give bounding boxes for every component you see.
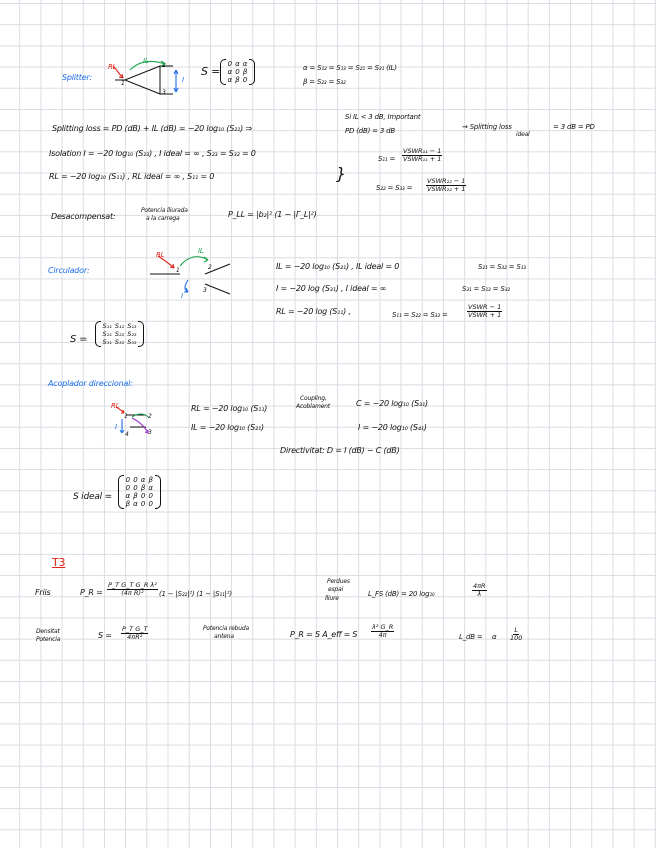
s11-fraction: VSWR₁₁ − 1 VSWR₁₁ + 1 [403, 147, 442, 163]
acoplador-matrix-row [124, 500, 155, 508]
splitting-result-value: = 3 dB = PD [553, 123, 595, 131]
splitter-beta-eq: β = S₂₃ = S₃₂ [303, 78, 346, 86]
coupling-note-1: Coupling, [300, 395, 327, 402]
directivitat-eq: Directivitat: D = I (dB) − C (dB) [280, 446, 400, 455]
loss-eq: L_dB = [459, 633, 483, 641]
splitting-result-ideal: ideal [516, 131, 530, 138]
acoplador-rl-eq: RL = −20 log₁₀ (S₁₁) [191, 404, 268, 413]
circulador-matrix-cell: S₁₃ [127, 322, 137, 330]
circulador-i-label: I [181, 292, 183, 300]
acoplador-i-label: I [115, 423, 117, 431]
acoplador-port-1: 1 [124, 413, 128, 420]
acoplador-matrix-cell: α [133, 500, 138, 508]
splitter-matrix-cell: β [242, 68, 248, 76]
splitter-matrix-cell: 0 [227, 60, 233, 68]
splitter-matrix-cell: α [235, 60, 240, 68]
perdues-note-2: espai [328, 586, 343, 593]
splitter-diagram [105, 58, 195, 100]
acoplador-matrix-cell: 0 [140, 492, 146, 500]
pr-aeff-eq: P_R = S A_eff = S [290, 630, 358, 639]
acoplador-port-3: 3 [148, 429, 152, 436]
circulador-rl-eq: RL = −20 log (S₁₁) , [276, 307, 351, 316]
acoplador-c-eq: C = −20 log₁₀ (S₃₁) [356, 399, 428, 408]
friis-fraction: $\frac{\text{P\_T G\_T G\_R λ²}}{\text{(4π R)²}}$ [108, 581, 157, 597]
splitter-matrix-row [226, 76, 249, 84]
circulador-matrix-row [101, 330, 138, 338]
acoplador-matrix-cell: α [125, 492, 131, 500]
loss-prefix: α [492, 633, 497, 641]
splitting-result-arrow: ⇝ Splitting loss [462, 123, 512, 131]
splitter-port-3: 3 [162, 89, 166, 96]
circulador-il-eq: IL = −20 log₁₀ (S₂₁) , IL ideal = 0 [276, 262, 400, 271]
circulador-matrix-cell: S₂₁ [102, 330, 112, 338]
circulador-label: Circulador: [48, 266, 90, 275]
circulador-i-eq: I = −20 log (S₃₁) , I ideal = ∞ [276, 284, 387, 293]
splitter-i-label: I [182, 76, 184, 84]
perdues-note-3: lliure [325, 595, 339, 602]
circulador-matrix-row [101, 322, 138, 330]
s22-eq: S₂₂ = S₃₃ = [376, 184, 413, 192]
splitter-matrix-cell: α [227, 76, 233, 84]
losses-brace: } [336, 164, 346, 183]
splitter-port-1: 1 [121, 80, 125, 87]
circulador-i-rel: S₃₁ = S₁₃ = S₃₂ [462, 285, 510, 293]
desacompensat-eq: P_LL = |b₂|² (1 − |Γ_L|²) [228, 210, 317, 219]
isolation-eq: Isolation I = −20 log₁₀ (S₂₃) , I ideal = ∞ , S₂₃ = S₃₂ = 0 [49, 149, 256, 158]
acoplador-matrix-cell: 0 [133, 484, 138, 492]
splitter-matrix-row [226, 68, 249, 76]
acoplador-matrix-cell: 0 [148, 500, 153, 508]
splitter-alpha-eq: α = S₁₂ = S₁₃ = S₂₁ = S₃₁ (IL) [303, 64, 397, 72]
acoplador-matrix-cell: 0 [125, 476, 131, 484]
acoplador-matrix-cell: β [140, 484, 146, 492]
acoplador-matrix-cell: α [140, 476, 146, 484]
splitter-matrix-cell: α [227, 68, 233, 76]
acoplador-matrix-cell: 0 [133, 476, 138, 484]
pr-aeff-fraction: $\frac{\text{λ² G\_R}}{4\pi}$ [372, 623, 394, 639]
acoplador-matrix-cell: 0 [140, 500, 146, 508]
circulador-rl-rel: S₁₁ = S₂₂ = S₃₃ = [392, 311, 448, 319]
acoplador-diagram [110, 405, 160, 439]
acoplador-matrix-cell: 0 [148, 492, 153, 500]
splitter-il-label: IL [143, 57, 149, 65]
lfs-fraction: $\frac{4\pi R}{\lambda}$ [473, 582, 486, 598]
friis-label: Friis [35, 588, 51, 597]
circulador-matrix-cell: S₂₂ [114, 330, 125, 338]
circulador-rl-fraction: VSWR − 1 VSWR + 1 [468, 303, 502, 319]
acoplador-matrix-row [124, 476, 155, 484]
desacompensat-note-2: a la carrega [146, 215, 180, 222]
densitat-note-2: Potencia [36, 636, 61, 643]
potencia-note-1: Potencia rebuda [203, 625, 249, 632]
acoplador-rl-label: RL [111, 402, 120, 410]
friis-tail: (1 − |S₂₂|²) (1 − |S₁₁|²) [159, 590, 232, 598]
acoplador-i-eq: I = −20 log₁₀ (S₄₁) [358, 423, 427, 432]
circulador-s-eq: S = [70, 334, 88, 345]
acoplador-matrix-row [124, 492, 155, 500]
return-loss-eq: RL = −20 log₁₀ (S₁₁) , RL ideal = ∞ , S₁₁ = 0 [49, 172, 215, 181]
acoplador-matrix-row [124, 484, 155, 492]
t3-heading: T3 [52, 556, 66, 569]
circulador-port-3: 3 [203, 287, 207, 294]
circulador-il-rel: S₂₁ = S₃₂ = S₁₃ [478, 263, 526, 271]
circulador-rl-label: RL [156, 251, 165, 259]
desacompensat-label: Desacompensat: [51, 212, 116, 221]
splitting-cond-1: Si IL < 3 dB, Important [345, 113, 421, 121]
potencia-note-2: antena [214, 633, 234, 640]
densitat-fraction: $\frac{\text{P\_T G\_T}}{\text{4πR²}}$ [122, 625, 148, 641]
circulador-port-1: 1 [176, 267, 180, 274]
splitter-s-matrix [226, 60, 249, 84]
densitat-note-1: Densitat [36, 628, 60, 635]
circulador-matrix-cell: S₁₁ [102, 322, 112, 330]
acoplador-label: Acoplador direccional: [48, 379, 133, 388]
splitter-matrix-row [226, 60, 249, 68]
splitter-label: Splitter: [62, 73, 92, 82]
acoplador-port-4: 4 [125, 431, 129, 438]
splitter-matrix-cell: α [242, 60, 248, 68]
friis-pr-eq: P_R = [80, 588, 103, 597]
splitter-matrix-cell: 0 [242, 76, 248, 84]
splitter-matrix-cell: 0 [235, 68, 240, 76]
circulador-matrix-row [101, 338, 138, 346]
acoplador-s-ideal-eq: S ideal = [73, 492, 112, 502]
acoplador-s-matrix [124, 476, 155, 508]
loss-fraction: $\frac{L}{100}$ [510, 626, 523, 642]
perdues-note-1: Perdues [327, 578, 350, 585]
s22-fraction: VSWR₂₂ − 1 VSWR₂₂ + 1 [427, 177, 466, 193]
acoplador-matrix-cell: β [148, 476, 153, 484]
circulador-matrix-cell: S₃₂ [114, 338, 125, 346]
circulador-matrix-cell: S₂₃ [127, 330, 137, 338]
splitter-rl-label: RL [108, 63, 117, 71]
acoplador-port-2: 2 [148, 413, 152, 420]
lfs-eq: L_FS (dB) = 20 log₁₀ [368, 590, 435, 598]
splitting-loss-eq: Splitting loss = PD (dB) + IL (dB) = −20 log₁₀ (S₂₁) ⇒ [52, 124, 252, 133]
circulador-matrix-cell: S₃₁ [102, 338, 112, 346]
desacompensat-note-1: Potencia lliurada [141, 207, 188, 214]
acoplador-matrix-cell: α [148, 484, 153, 492]
splitting-cond-2: PD (dB) = 3 dB [345, 127, 395, 135]
splitter-matrix-cell: β [235, 76, 240, 84]
acoplador-matrix-cell: β [133, 492, 138, 500]
acoplador-matrix-cell: β [125, 500, 131, 508]
densitat-s-eq: S = [98, 631, 112, 640]
circulador-matrix-cell: S₁₂ [114, 322, 125, 330]
s11-eq: S₁₁ = [378, 155, 396, 163]
coupling-note-2: Acoblament [296, 403, 330, 410]
circulador-il-label: IL [198, 247, 204, 255]
circulador-port-2: 2 [208, 264, 212, 271]
circulador-diagram [150, 250, 240, 300]
splitter-s-eq: S = [201, 65, 221, 78]
acoplador-il-eq: IL = −20 log₁₀ (S₂₁) [191, 423, 264, 432]
circulador-matrix-cell: S₃₃ [127, 338, 137, 346]
acoplador-matrix-cell: 0 [125, 484, 131, 492]
circulador-s-matrix [101, 322, 138, 346]
